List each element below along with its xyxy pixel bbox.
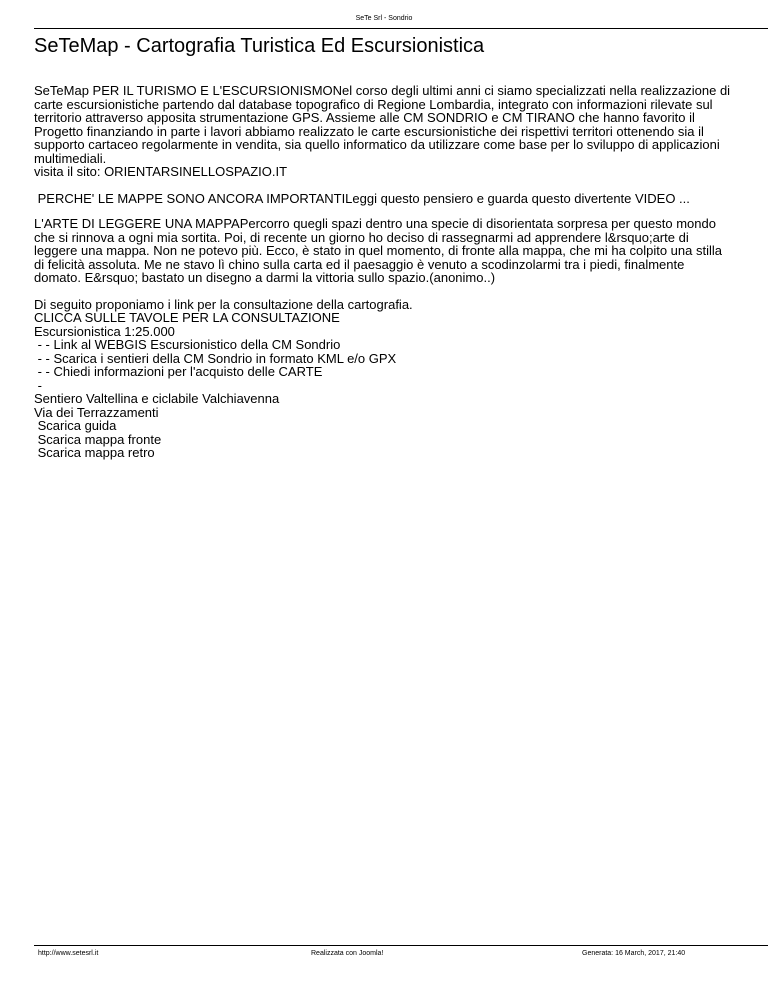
header-site-name: SeTe Srl - Sondrio bbox=[355, 15, 413, 22]
page-title: SeTeMap - Cartografia Turistica Ed Escursionistica bbox=[34, 35, 485, 57]
perche-paragraph: PERCHE' LE MAPPE SONO ANCORA IMPORTANTILeggi questo pensiero e guarda questo divertente VIDEO ... bbox=[34, 190, 690, 206]
sentiero-title[interactable]: Sentiero Valtellina e ciclabile Valchiavenna bbox=[34, 391, 280, 406]
footer-made-with: Realizzata con Joomla! bbox=[311, 950, 384, 957]
arte-paragraph: L'ARTE DI LEGGERE UNA MAPPAPercorro quegli spazi dentro una specie di disorientata sorpresa per questo mondo che si rinnova a ogni mia sortita. Poi, di recente un giorno ho deciso di rassegnarmi ad apprendere l&rsquo;arte di leggere una mappa. Non ne potevo più. Ecco, è stato in quel momento, di fronte alla mappa, che mi ha colpito una stilla di felicità assoluta. Me ne stavo lì chino sulla carta ed il paesaggio è venuto a scodinzolarmi tra i piedi, finalmente domato. E&rsquo; bastato un disegno a darmi la vittoria sullo spazio.(anonimo..) bbox=[34, 216, 722, 285]
purchase-info-link[interactable]: - - Chiedi informazioni per l'acquisto delle CARTE bbox=[34, 364, 323, 379]
webgis-link[interactable]: - - Link al WEBGIS Escursionistico della CM Sondrio bbox=[34, 337, 341, 352]
download-guide-link[interactable]: Scarica guida bbox=[34, 418, 117, 433]
header-divider bbox=[34, 28, 768, 29]
spacer bbox=[34, 179, 734, 192]
scale-label[interactable]: Escursionistica 1:25.000 bbox=[34, 323, 175, 339]
spacer bbox=[34, 285, 734, 298]
footer-url[interactable]: http://www.setesrl.it bbox=[38, 950, 99, 957]
dash-line: - bbox=[34, 377, 42, 393]
footer-generated: Generata: 16 March, 2017, 21:40 bbox=[582, 950, 686, 957]
article-content bbox=[34, 84, 734, 460]
download-paths-link[interactable]: - - Scarica i sentieri della CM Sondrio in formato KML e/o GPX bbox=[34, 350, 397, 366]
visit-site-link[interactable]: visita il sito: ORIENTARSINELLOSPAZIO.IT bbox=[34, 164, 288, 179]
click-tables-heading: CLICCA SULLE TAVOLE PER LA CONSULTAZIONE bbox=[34, 310, 340, 325]
download-map-front-link[interactable]: Scarica mappa fronte bbox=[34, 431, 162, 447]
download-map-back-link[interactable]: Scarica mappa retro bbox=[34, 445, 155, 460]
footer-divider bbox=[34, 945, 768, 946]
via-terrazzamenti[interactable]: Via dei Terrazzamenti bbox=[34, 404, 159, 420]
intro-paragraph: SeTeMap PER IL TURISMO E L'ESCURSIONISMONel corso degli ultimi anni ci siamo specializzati nella realizzazione di carte escursionistiche partendo dal database topografico di Regione Lombardia, integrato con informazioni rilevate sul territorio attraverso apposita strumentazione GPS. Assieme alle CM SONDRIO e CM TIRANO che hanno favorito il Progetto finanziando in parte i lavori abbiamo realizzato le carte escursionistiche dei rispettivi territori ottenendo sia il supporto cartaceo regolarmente in vendita, sia quello informatico da utilizzare come base per lo sviluppo di applicazioni multimediali. bbox=[34, 83, 731, 166]
links-intro: Di seguito proponiamo i link per la consultazione della cartografia. bbox=[34, 296, 413, 312]
